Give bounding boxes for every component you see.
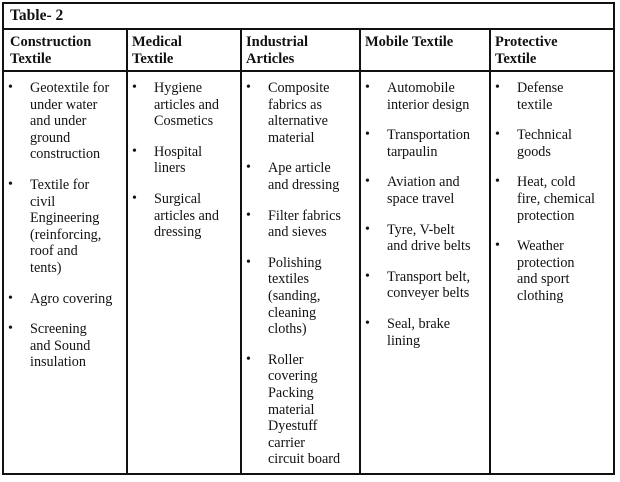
column-cell-mobile	[363, 80, 487, 363]
list-item-line: cloths)	[268, 321, 307, 338]
list-item	[244, 80, 357, 146]
list-item-line: conveyer belts	[387, 285, 470, 302]
list-item-line: civil	[30, 193, 56, 210]
list-item-line: space travel	[387, 190, 455, 207]
bullet-icon: •	[132, 143, 137, 159]
list-item-line: and under	[30, 113, 87, 130]
list-item	[130, 191, 238, 241]
list-item	[244, 255, 357, 338]
list-item-line: and dressing	[268, 176, 340, 193]
column-header-medical	[132, 34, 182, 68]
bullet-icon: •	[495, 80, 500, 95]
header-line: Textile	[10, 51, 52, 67]
list-item-line: Geotextile for	[30, 80, 110, 96]
header-line: Articles	[246, 51, 295, 67]
list-item-line: Cosmetics	[154, 113, 214, 130]
list-item-line: alternative	[268, 113, 328, 130]
bullet-icon: •	[365, 268, 370, 284]
bullet-icon: •	[365, 315, 370, 331]
list-item-line: fire, chemical	[517, 190, 595, 207]
list-item-line: Filter fabrics	[268, 207, 341, 224]
column-cell-protective	[493, 80, 613, 319]
list-item-line: Technical	[517, 127, 572, 144]
list-item	[130, 80, 238, 130]
list-item-line: Composite	[268, 80, 330, 96]
list-item	[6, 321, 124, 371]
bullet-list	[363, 80, 487, 349]
list-item	[244, 208, 357, 241]
list-item	[363, 316, 487, 349]
list-item-line: Heat, cold	[517, 174, 576, 191]
column-header-mobile	[365, 34, 453, 51]
list-item-line: and sieves	[268, 224, 327, 241]
list-item-line: textiles	[268, 271, 309, 288]
list-item-line: Transport belt,	[387, 268, 471, 285]
list-item-line: material	[268, 129, 315, 146]
bullet-icon: •	[365, 174, 370, 190]
bullet-icon: •	[246, 351, 251, 367]
bullet-icon: •	[495, 127, 500, 143]
list-item	[493, 80, 613, 113]
list-item-line: liners	[154, 160, 186, 177]
list-item-line: protection	[517, 254, 575, 271]
column-header-protective	[495, 34, 558, 68]
bullet-icon: •	[8, 80, 13, 95]
list-item-line: Surgical	[154, 190, 202, 207]
bullet-icon: •	[246, 160, 251, 176]
list-item	[493, 174, 613, 224]
list-item	[493, 127, 613, 160]
list-item-line: Textile for	[30, 176, 90, 193]
column-cell-industrial	[244, 80, 357, 482]
list-item-line: ground	[30, 129, 71, 146]
list-item-line: tents)	[30, 259, 62, 276]
list-item-line: cleaning	[268, 304, 317, 321]
list-item-line: Weather	[517, 238, 564, 255]
header-line: Medical	[132, 34, 182, 50]
header-line: Textile	[132, 51, 174, 67]
table-frame	[2, 2, 615, 475]
list-item-line: (reinforcing,	[30, 226, 102, 243]
column-divider	[126, 28, 128, 473]
header-divider	[4, 70, 613, 72]
list-item	[363, 222, 487, 255]
header-line: Textile	[495, 51, 537, 67]
list-item-line: clothing	[517, 287, 564, 304]
list-item	[363, 269, 487, 302]
list-item	[244, 352, 357, 468]
column-divider	[359, 28, 361, 473]
bullet-icon: •	[365, 221, 370, 237]
list-item	[363, 174, 487, 207]
list-item-line: articles and	[154, 96, 219, 113]
list-item-line: Roller	[268, 351, 304, 368]
list-item-line: Ape article	[268, 160, 331, 177]
header-line: Protective	[495, 34, 558, 50]
bullet-icon: •	[246, 254, 251, 270]
list-item-line: and Sound	[30, 337, 91, 354]
list-item	[6, 177, 124, 277]
list-item-line: Automobile	[387, 80, 455, 96]
bullet-icon: •	[365, 80, 370, 95]
header-line: Industrial	[246, 34, 309, 50]
bullet-list	[130, 80, 238, 241]
list-item	[493, 238, 613, 304]
list-item-line: Polishing	[268, 254, 322, 271]
table-title: Table- 2	[10, 7, 64, 24]
column-divider	[489, 28, 491, 473]
list-item-line: carrier	[268, 434, 306, 451]
column-cell-construction	[6, 80, 124, 385]
list-item-line: fabrics as	[268, 96, 322, 113]
bullet-list	[244, 80, 357, 468]
bullet-icon: •	[495, 174, 500, 190]
list-item-line: Screening	[30, 321, 87, 338]
bullet-icon: •	[8, 321, 13, 337]
list-item-line: material	[268, 401, 315, 418]
bullet-icon: •	[246, 207, 251, 223]
column-header-construction	[10, 34, 91, 68]
list-item-line: tarpaulin	[387, 143, 438, 160]
column-cell-medical	[130, 80, 238, 255]
list-item-line: covering	[268, 368, 318, 385]
list-item-line: lining	[387, 332, 421, 349]
list-item-line: insulation	[30, 354, 86, 371]
list-item-line: textile	[517, 96, 553, 113]
bullet-icon: •	[495, 238, 500, 254]
list-item-line: Defense	[517, 80, 564, 96]
list-item	[6, 80, 124, 163]
list-item-line: roof and	[30, 243, 78, 260]
column-header-industrial	[246, 34, 308, 68]
list-item-line: dressing	[154, 224, 202, 241]
bullet-icon: •	[132, 190, 137, 206]
list-item-line: Transportation	[387, 127, 471, 144]
list-item-line: Packing	[268, 384, 314, 401]
list-item-line: Dyestuff	[268, 418, 318, 435]
table-title-row	[4, 4, 613, 30]
list-item	[130, 144, 238, 177]
bullet-icon: •	[246, 80, 251, 95]
list-item-line: protection	[517, 207, 575, 224]
list-item-line: circuit board	[268, 451, 341, 468]
bullet-icon: •	[8, 176, 13, 192]
list-item-line: Hospital	[154, 143, 203, 160]
header-line: Mobile Textile	[365, 34, 454, 50]
list-item-line: Seal, brake	[387, 315, 451, 332]
list-item-line: Aviation and	[387, 174, 460, 191]
bullet-icon: •	[365, 127, 370, 143]
bullet-icon: •	[8, 290, 13, 306]
list-item-line: Agro covering	[30, 290, 113, 307]
bullet-icon: •	[132, 80, 137, 95]
list-item-line: Engineering	[30, 210, 100, 227]
list-item-line: Tyre, V-belt	[387, 221, 455, 238]
list-item	[6, 291, 124, 308]
column-divider	[240, 28, 242, 473]
list-item-line: goods	[517, 143, 551, 160]
list-item-line: (sanding,	[268, 287, 321, 304]
header-line: Construction	[10, 34, 92, 50]
bullet-list	[493, 80, 613, 305]
list-item	[363, 80, 487, 113]
list-item	[244, 160, 357, 193]
bullet-list	[6, 80, 124, 371]
list-item-line: and sport	[517, 271, 570, 288]
list-item-line: under water	[30, 96, 98, 113]
list-item-line: interior design	[387, 96, 470, 113]
list-item-line: construction	[30, 146, 101, 163]
list-item-line: articles and	[154, 207, 219, 224]
list-item-line: and drive belts	[387, 238, 471, 255]
list-item	[363, 127, 487, 160]
list-item-line: Hygiene	[154, 80, 203, 96]
